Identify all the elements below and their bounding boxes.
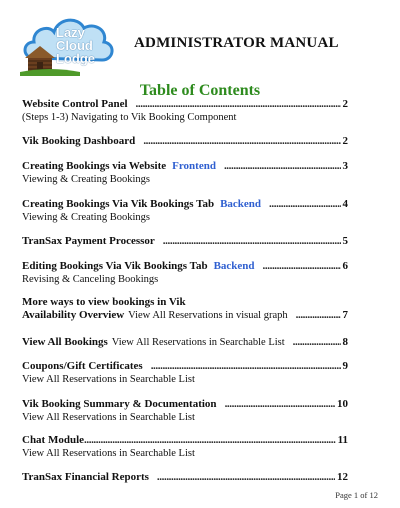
entry-description: View All Reservations in Searchable List — [22, 412, 195, 423]
page-number: 7 — [342, 309, 348, 321]
entry-title[interactable]: Creating Bookings via Website — [22, 160, 167, 172]
page-number: 6 — [342, 260, 348, 272]
logo-line-3: Lodge — [56, 51, 95, 66]
dot-leader — [225, 398, 335, 411]
lazy-cloud-lodge-logo — [20, 8, 116, 80]
dot-leader — [224, 160, 341, 173]
dot-leader — [84, 434, 336, 447]
page-number: 2 — [342, 135, 348, 147]
logo-wordmark — [56, 26, 116, 65]
toc-entry[interactable] — [22, 398, 348, 424]
toc-entry[interactable] — [22, 434, 348, 460]
entry-description: View All Reservations in Searchable List — [22, 374, 195, 385]
entry-description: View All Reservations in Searchable List — [111, 337, 285, 348]
entry-title[interactable]: Website Control Panel — [22, 98, 128, 110]
entry-description: Viewing & Creating Bookings — [22, 212, 150, 223]
entry-title[interactable]: Chat Module — [22, 434, 85, 446]
frontend-tag: Frontend — [172, 160, 216, 172]
entry-title[interactable]: Creating Bookings Via Vik Bookings Tab — [22, 198, 215, 210]
page-number: 2 — [342, 98, 348, 110]
page-number: 8 — [342, 336, 348, 348]
toc-entry[interactable] — [22, 360, 348, 386]
entry-title[interactable]: TranSax Payment Processor — [22, 235, 155, 247]
toc-entry[interactable] — [22, 135, 348, 148]
logo-line-2: Cloud — [56, 38, 93, 53]
toc-entry[interactable] — [22, 160, 348, 186]
entry-description: Revising & Canceling Bookings — [22, 274, 159, 285]
entry-description: View All Reservations in Searchable List — [22, 448, 195, 459]
toc-entry[interactable] — [22, 98, 348, 124]
page-number: 3 — [342, 160, 348, 172]
entry-title[interactable]: TranSax Financial Reports — [22, 471, 149, 483]
backend-tag: Backend — [220, 198, 262, 210]
entry-title[interactable]: View All Bookings — [22, 336, 108, 348]
backend-tag: Backend — [213, 260, 255, 272]
toc-entry[interactable] — [22, 235, 348, 248]
entry-pre-title: More ways to view bookings in Vik — [22, 296, 186, 308]
dot-leader — [157, 471, 335, 484]
document-title: ADMINISTRATOR MANUAL — [134, 35, 339, 51]
dot-leader — [151, 360, 341, 373]
entry-title[interactable]: Vik Booking Dashboard — [22, 135, 136, 147]
page-number: 11 — [337, 434, 348, 446]
entry-title[interactable]: Availability Overview — [22, 309, 125, 321]
dot-leader — [163, 235, 341, 248]
page-number: 10 — [337, 398, 348, 410]
logo-line-1: Lazy — [56, 25, 85, 40]
entry-description: (Steps 1-3) Navigating to Vik Booking Component — [22, 112, 237, 123]
dot-leader — [269, 198, 340, 211]
dot-leader — [293, 336, 341, 349]
page-number: 4 — [342, 198, 348, 210]
entry-description: View All Reservations in visual graph — [128, 310, 288, 321]
toc-entry[interactable] — [22, 471, 348, 484]
page-number: 9 — [342, 360, 348, 372]
dot-leader — [263, 260, 341, 273]
dot-leader — [143, 135, 340, 148]
toc-entry[interactable] — [22, 336, 348, 349]
entry-title[interactable]: Editing Bookings Via Vik Bookings Tab — [22, 260, 208, 272]
toc-entry[interactable] — [22, 260, 348, 286]
dot-leader — [136, 98, 341, 111]
page-indicator: Page 1 of 12 — [335, 490, 378, 500]
entry-description: Viewing & Creating Bookings — [22, 174, 150, 185]
entry-title[interactable]: Coupons/Gift Certificates — [22, 360, 143, 372]
dot-leader — [296, 309, 341, 322]
toc-heading: Table of Contents — [139, 82, 261, 99]
page-number: 12 — [337, 471, 348, 483]
toc-entry[interactable] — [22, 198, 348, 224]
toc-entry[interactable] — [22, 296, 348, 322]
entry-title[interactable]: Vik Booking Summary & Documentation — [22, 398, 217, 410]
page-number: 5 — [342, 235, 348, 247]
